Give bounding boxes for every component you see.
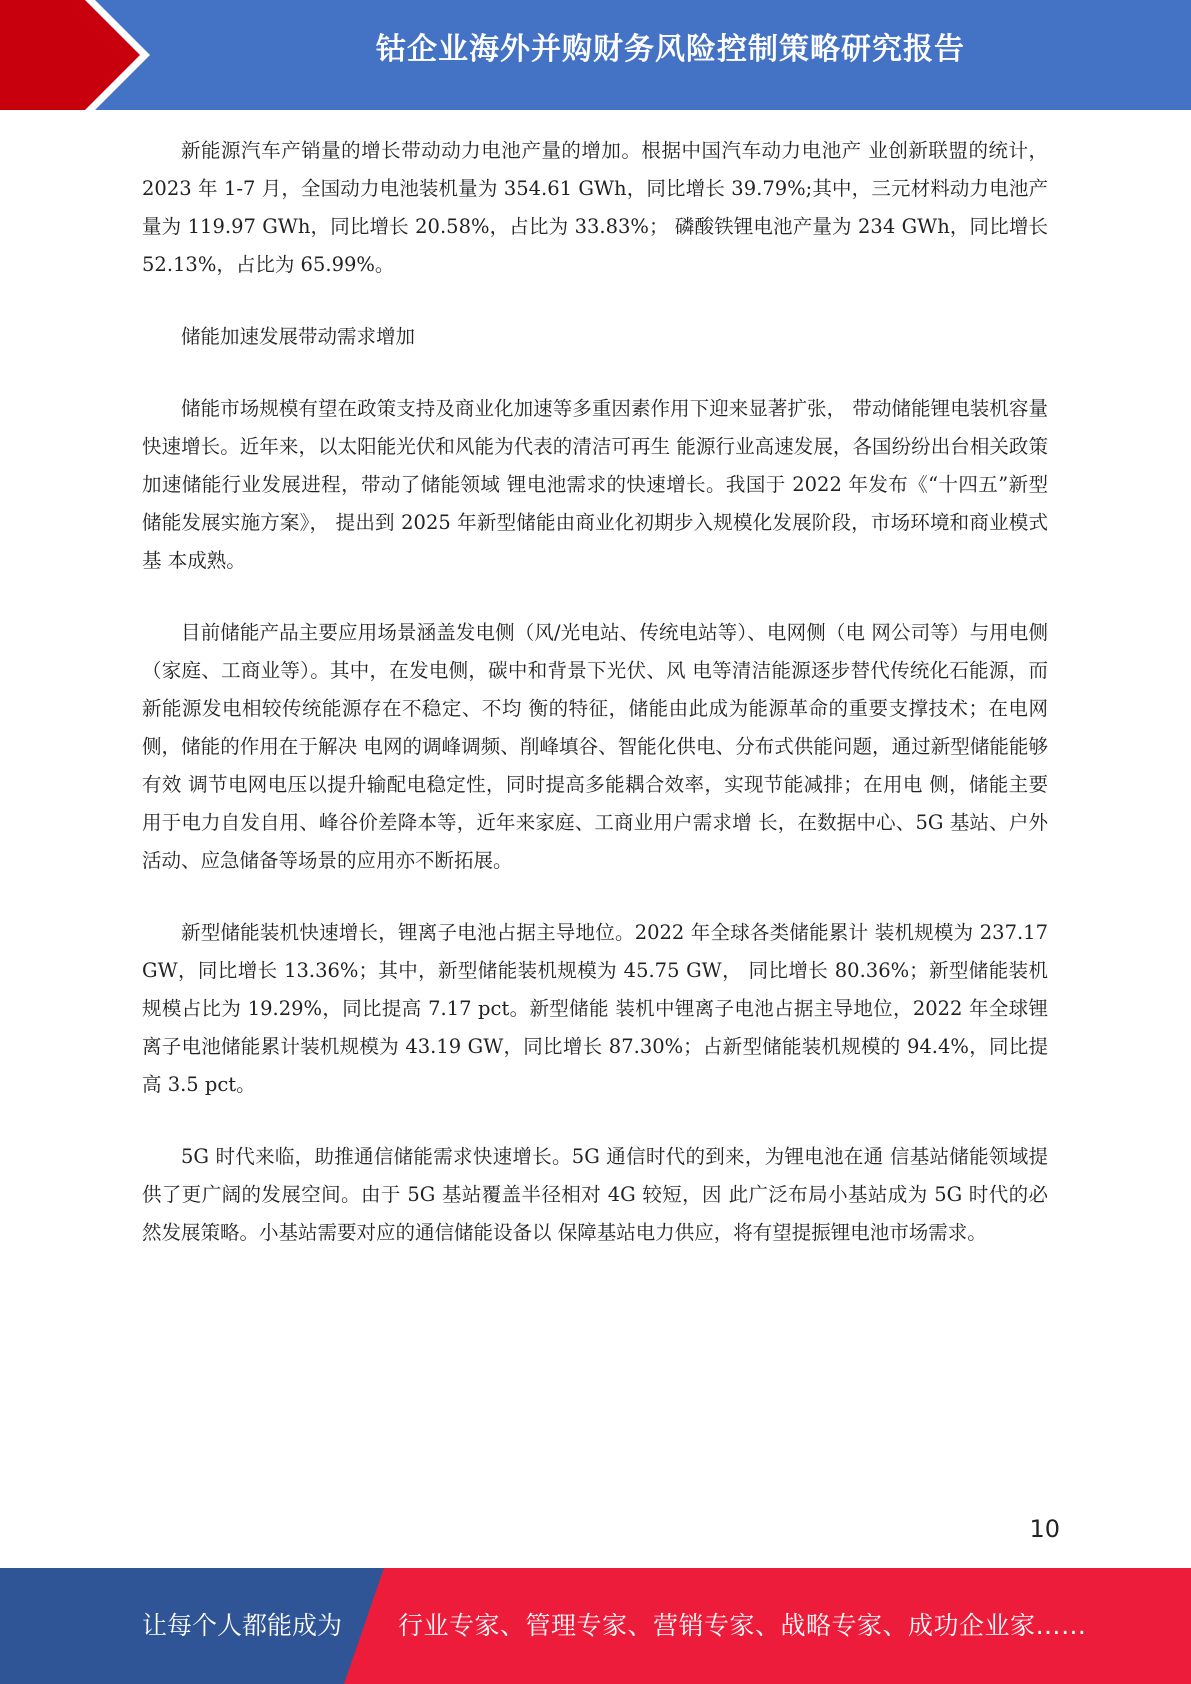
paragraph-5g-storage: 5G 时代来临，助推通信储能需求快速增长。5G 通信时代的到来，为锂电池在通 信基站储能领域提供了更广阔的发展空间。由于 5G 基站覆盖半径相对 4G 较短，因 此广泛布局小基站成为 5G 时代的必然发展策略。小基站需要对应的通信储能设备以 保障基站电力供应，将有望提振锂电池市场需求。 bbox=[142, 1145, 1048, 1244]
footer-slogan-right: 行业专家、管理专家、营销专家、战略专家、成功企业家…… bbox=[398, 1611, 1087, 1640]
paragraph-storage-market: 储能市场规模有望在政策支持及商业化加速等多重因素作用下迎来显著扩张， 带动储能锂电装机容量快速增长。近年来，以太阳能光伏和风能为代表的清洁可再生 能源行业高速发展，各国纷纷出台相关政策加速储能行业发展进程，带动了储能领域 锂电池需求的快速增长。我国于 2022 年发布《“十四五”新型储能发展实施方案》， 提出到 2025 年新型储能由商业化初期步入规模化发展阶段，市场环境和商业模式基 本成熟。 bbox=[142, 397, 1048, 572]
header-title: 钴企业海外并购财务风险控制策略研究报告 bbox=[376, 32, 965, 67]
footer-slogan-left: 让每个人都能成为 bbox=[142, 1611, 343, 1640]
section-heading-energy-storage: 储能加速发展带动需求增加 bbox=[181, 325, 416, 348]
paragraph-storage-applications: 目前储能产品主要应用场景涵盖发电侧（风/光电站、传统电站等）、电网侧（电 网公司等）与用电侧（家庭、工商业等）。其中，在发电侧，碳中和背景下光伏、风 电等清洁能源逐步替代传统化石能源，而新能源发电相较传统能源存在不稳定、不均 衡的特征，储能由此成为能源革命的重要支撑技术；在电网侧，储能的作用在于解决 电网的调峰调频、削峰填谷、智能化供电、分布式供能问题，通过新型储能能够有效 调节电网电压以提升输配电稳定性，同时提高多能耦合效率，实现节能减排；在用电 侧，储能主要用于电力自发自用、峰谷价差降本等，近年来家庭、工商业用户需求增 长，在数据中心、5G 基站、户外活动、应急储备等场景的应用亦不断拓展。 bbox=[142, 621, 1048, 872]
paragraph-battery-production: 新能源汽车产销量的增长带动动力电池产量的增加。根据中国汽车动力电池产 业创新联盟的统计，2023 年 1-7 月，全国动力电池装机量为 354.61 GWh，同比增长 39.79%;其中，三元材料动力电池产量为 119.97 GWh，同比增长 20.58%，占比为 33.83%； 磷酸铁锂电池产量为 234 GWh，同比增长 52.13%，占比为 65.99%。 bbox=[142, 139, 1048, 276]
document-body bbox=[142, 132, 1048, 1286]
page-number: 10 bbox=[1029, 1515, 1060, 1543]
page-header bbox=[0, 0, 1191, 110]
page-footer bbox=[0, 1568, 1191, 1684]
paragraph-storage-installed-capacity: 新型储能装机快速增长，锂离子电池占据主导地位。2022 年全球各类储能累计 装机规模为 237.17 GW，同比增长 13.36%；其中，新型储能装机规模为 45.75 GW， 同比增长 80.36%；新型储能装机规模占比为 19.29%，同比提高 7.17 pct。新型储能 装机中锂离子电池占据主导地位，2022 年全球锂离子电池储能累计装机规模为 43.19 GW，同比增长 87.30%；占新型储能装机规模的 94.4%，同比提高 3.5 pct。 bbox=[142, 921, 1048, 1096]
